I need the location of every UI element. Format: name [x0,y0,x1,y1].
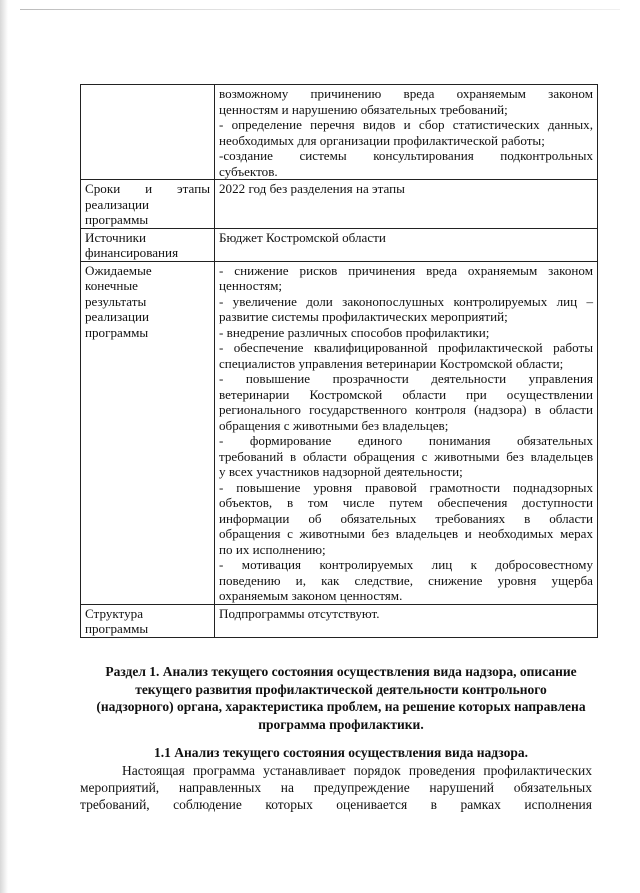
passport-value-cell [215,604,598,637]
passport-value-line: - повышение уровня правовой грамотности поднадзорных [219,479,593,495]
passport-value-line: - повышение прозрачности деятельности управления [219,371,593,386]
passport-value-line: ценностям; [219,278,283,293]
section-heading-line: программа профилактики. [258,716,424,732]
passport-label-line: программы [85,621,149,636]
passport-label-cell [81,261,215,604]
passport-value-line: у всех участников надзорной деятельности; [219,464,463,479]
passport-label-cell [81,85,215,180]
section-heading [76,663,606,733]
passport-label-line: финансирования [85,245,179,260]
passport-value-cell [215,261,598,604]
passport-row [81,261,598,604]
passport-value-line: -создание системы консультирования подконтрольных [219,148,593,163]
passport-value-line: ветеринарии Костромской области при осуществлении [219,386,593,402]
body-line: Настоящая программа устанавливает порядок проведения профилактических [122,763,592,778]
passport-value-cell [215,228,598,261]
passport-value-line: ценностям и нарушению обязательных требований; [219,101,508,117]
passport-label-line: программы [85,324,149,340]
passport-label-line: Источники [85,229,146,245]
passport-value-line: - формирование единого понимания обязательных [219,433,593,448]
passport-value-line: - увеличение доли законопослушных контролируемых лиц – [219,293,593,309]
passport-label-cell [81,604,215,637]
passport-value-line: обращения с животными без владельцев; [219,417,449,433]
body-line: требований, соблюдение которых оценивается в рамках исполнения [80,797,592,813]
passport-row [81,180,598,229]
passport-value-line: объектов, в том числе путем обеспечения доступности [219,495,593,510]
passport-value-line: по их исполнению; [219,541,326,557]
passport-value-cell [215,85,598,180]
passport-label-line: реализации [85,309,149,324]
passport-row [81,228,598,261]
section-heading-line: (надзорного) органа, характеристика проблем, на решение которых направлена [96,699,586,715]
passport-value-line: Подпрограммы отсутствуют. [219,605,380,621]
passport-label-line: программы [85,212,149,227]
scan-edge-shadow [0,0,8,893]
passport-value-line: развитие системы профилактических мероприятий; [219,309,508,324]
passport-value-line: регионального государственного контроля (надзора) в области [219,402,593,417]
scan-top-rule [20,9,620,10]
passport-value-line: субъектов. [219,163,278,179]
program-passport-table [80,84,598,638]
body-paragraph [80,762,592,814]
section-heading-line: текущего развития профилактической деятельности контрольного [135,681,547,697]
passport-label-line: конечные [85,278,138,293]
passport-value-cell [215,180,598,229]
body-line: мероприятий, направленных на предупреждение нарушений обязательных [80,780,592,796]
passport-label-line: результаты [85,293,147,309]
passport-value-line: требований в области обращения с животными без владельцев [219,448,593,464]
passport-value-line: Бюджет Костромской области [219,229,386,245]
passport-value-line: необходимых для организации профилактической работы; [219,132,545,148]
passport-row [81,85,598,180]
passport-label-line: Сроки и этапы [85,181,210,196]
passport-label-line: реализации [85,196,149,212]
passport-row [81,604,598,637]
section-heading-line: Раздел 1. Анализ текущего состояния осуществления вида надзора, описание [105,664,577,679]
passport-value-line: - мотивация контролируемых лиц к добросовестному [219,557,593,572]
passport-value-line: информации об обязательных требованиях в области [219,510,593,526]
passport-label-cell [81,228,215,261]
subsection-heading: 1.1 Анализ текущего состояния осуществления вида надзора. [154,745,528,760]
passport-value-line: специалистов управления ветеринарии Костромской области; [219,355,564,371]
passport-value-line: обращения с животными без владельцев и необходимых мерах [219,526,593,541]
passport-value-line: - определение перечня видов и сбор статистических данных, [219,117,593,132]
passport-value-line: поведению и, как следствие, снижение уровня ущерба [219,572,593,588]
passport-value-line: охраняемым законом ценностям. [219,588,403,603]
passport-value-line: - снижение рисков причинения вреда охраняемым законом [219,262,593,278]
passport-value-line: возможному причинению вреда охраняемым законом [219,86,593,101]
passport-label-cell [81,180,215,229]
passport-label-line: Структура [85,605,144,621]
passport-value-line: 2022 год без разделения на этапы [219,181,405,196]
passport-label-line: Ожидаемые [85,262,152,278]
passport-value-line: - обеспечение квалифицированной профилактической работы [219,340,593,355]
passport-value-line: - внедрение различных способов профилактики; [219,324,490,340]
